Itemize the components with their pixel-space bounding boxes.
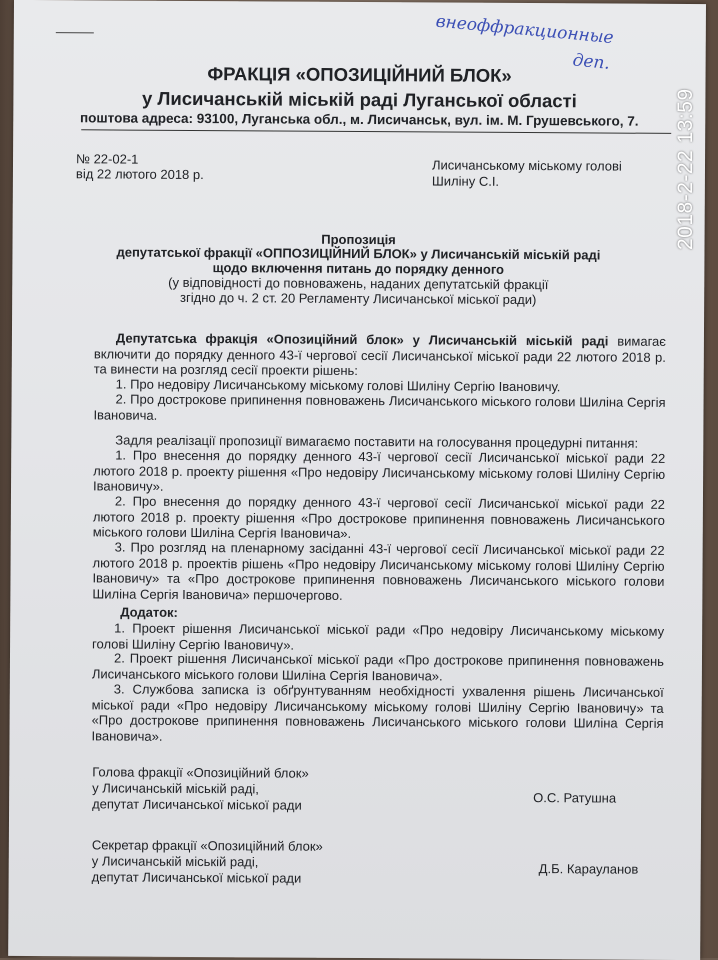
list-item: 1. Про недовіру Лисичанському міському голові Шиліну Сергію Івановичу. xyxy=(115,376,561,395)
secretary-role-line3: депутат Лисичанської міської ради xyxy=(91,869,302,886)
intro-paragraph xyxy=(94,330,666,380)
secretary-signatory-name: Д.Б. Карауланов xyxy=(538,861,639,877)
attachment-item: 1. Проект рішення Лисичанської міської ради «Про недовіру Лисичанському міському голові Шиліну Сергію Івановичу». xyxy=(92,620,665,653)
list-item: 2. Про дострокове припинення повноважень Лисичанського міського голови Шиліна Сергія Івановича. xyxy=(93,391,666,423)
procedural-item: 1. Про внесення до порядку денного 43-ї чергової сесії Лисичанської міської ради 22 лютого 2018 р. проекту рішення «Про недовіру Лисичанському міському голові Шиліну Сергію Івановичу». xyxy=(92,447,666,494)
intro-bold: Депутатська фракція «Опозиційний блок» у Лисичанській міській раді xyxy=(115,330,609,349)
attachments-heading: Додаток: xyxy=(120,604,178,620)
document-number: № 22-02-1 xyxy=(75,151,139,167)
head-role-line1: Голова фракції «Опозиційний блок» xyxy=(92,764,309,781)
head-signatory-name: О.С. Ратушна xyxy=(533,790,617,806)
addressee-line2: Шиліну С.І. xyxy=(431,173,500,189)
letterhead-title: ФРАКЦІЯ «ОПОЗИЦІЙНИЙ БЛОК» xyxy=(207,63,512,86)
proposal-line2: щодо включення питань до порядку денного xyxy=(212,260,505,277)
handwritten-note-line2: деп. xyxy=(571,50,611,74)
proposal-line1: депутатської фракції «ОППОЗИЦІЙНИЙ БЛОК» у Лисичанській міській раді xyxy=(116,244,601,263)
document-sheet xyxy=(8,0,706,960)
handwritten-note-line1: внеоффракционные xyxy=(434,11,615,49)
head-role-line3: депутат Лисичанської міської ради xyxy=(92,796,302,813)
head-signature-block xyxy=(92,764,309,813)
proposal-title: Пропозиція xyxy=(321,231,396,248)
procedural-item: 2. Про внесення до порядку денного 43-ї чергової сесії Лисичанської міської ради 22 лютого 2018 р. проекту рішення «Про дострокове припинення повноважень Лисичанського міського голови Шиліна Сергія Івановича». xyxy=(92,493,665,541)
intro-rest: вимагає включити до порядку денного 43-ї чергової сесії Лисичанської міської ради 22 лютого 2018 р. та винести на розгляд сесії проекти рішень: xyxy=(93,333,666,378)
procedural-lead: Задля реалізації пропозиції вимагаємо поставити на голосування процедурні питання: xyxy=(115,432,639,451)
addressee-line1: Лисичанському міському голові xyxy=(431,157,622,174)
procedural-item: 3. Про розгляд на пленарному засіданні 43-ї чергової сесії Лисичанської міської ради 22 лютого 2018 р. проектів рішень «Про недовіру Лисичанському міському голові Шиліну Сергію Івановичу» та «Про дострокове припинення повноважень Лисичанського міського голови Шиліна Сергія Івановича» першочергово. xyxy=(92,539,665,603)
attachment-item: 2. Проект рішення Лисичанської міської ради «Про дострокове припинення повноважень Лисичанського міського голови Шиліна Сергія Івановича». xyxy=(91,650,665,684)
attachment-item: 3. Службова записка із обґрунтуванням необхідності ухвалення рішень Лисичанської міської ради «Про недовіру Лисичанському міському голові Шиліну Сергію Івановичу» та «Про дострокове припинення повноважень Лисичанського міського голови Шиліна Сергія Івановича». xyxy=(91,681,664,744)
secretary-role-line1: Секретар фракції «Опозиційний блок» xyxy=(91,837,323,854)
proposal-line3: (у відповідності до повноважень, наданих депутатській фракції xyxy=(168,274,549,293)
letterhead-address: поштова адреса: 93100, Луганська обл., м. Лисичанськ, вул. ім. М. Грушевського, 7. xyxy=(79,110,639,129)
document-date: від 22 лютого 2018 р. xyxy=(75,166,204,183)
letterhead-divider xyxy=(81,129,671,134)
head-role-line2: у Лисичанській міській раді, xyxy=(92,780,259,797)
photo-timestamp-text: 2018-2-22 13:59 xyxy=(674,88,697,250)
proposal-line4: згідно до ч. 2 ст. 20 Регламенту Лисичанської міської ради) xyxy=(180,289,537,308)
secretary-role-line2: у Лисичанській міській раді, xyxy=(91,853,259,870)
secretary-signature-block xyxy=(92,837,323,886)
letterhead-subtitle: у Лисичанській міській раді Луганської області xyxy=(141,87,577,112)
margin-pen-mark xyxy=(56,32,94,33)
